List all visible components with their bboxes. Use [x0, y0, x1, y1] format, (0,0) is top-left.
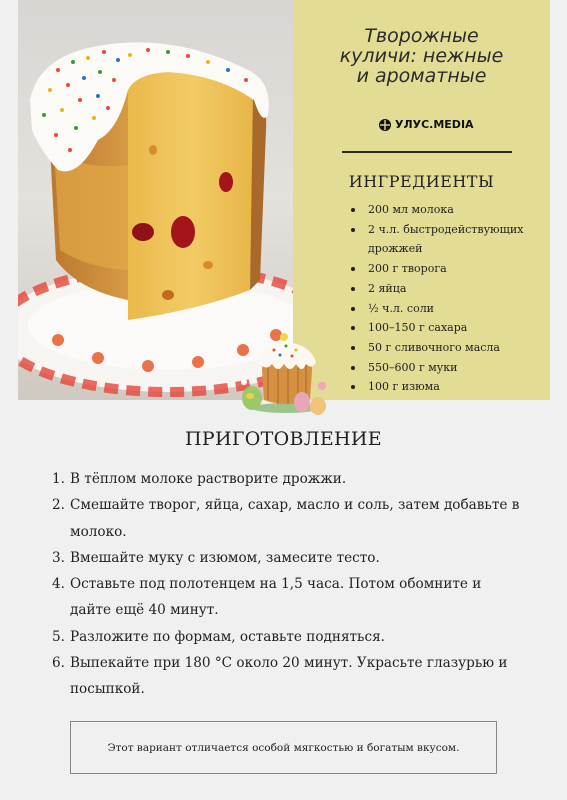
- step-item: [52, 466, 522, 492]
- ingredient-item: 100–150 г сахара: [347, 318, 547, 338]
- brand-logo: [379, 118, 474, 131]
- step-item: [52, 624, 522, 650]
- step-number: 4.: [52, 576, 65, 593]
- ingredient-item: 50 г сливочного масла: [347, 338, 547, 358]
- recipe-title-line: куличи: нежные: [339, 45, 504, 67]
- brand-mark-icon: [379, 119, 391, 131]
- step-text: Выпекайте при 180 °С около 20 минут. Украсьте глазурью и посыпкой.: [70, 655, 508, 698]
- ingredient-item: 2 ч.л. быстродействующих дрожжей: [347, 220, 547, 259]
- step-text: Смешайте творог, яйца, сахар, масло и соль, затем добавьте в молоко.: [70, 497, 520, 540]
- recipe-note: Этот вариант отличается особой мягкостью и богатым вкусом.: [70, 721, 497, 774]
- ingredient-item: 200 г творога: [347, 259, 547, 279]
- step-number: 2.: [52, 497, 65, 514]
- ingredient-item: 200 мл молока: [347, 200, 547, 220]
- recipe-title-line: и ароматные: [356, 65, 487, 87]
- step-number: 1.: [52, 471, 65, 487]
- step-text: Вмешайте муку с изюмом, замесите тесто.: [70, 549, 380, 566]
- recipe-title: [293, 26, 550, 86]
- step-number: 5.: [52, 628, 65, 645]
- ingredients-list: [347, 200, 547, 397]
- step-number: 3.: [52, 549, 65, 566]
- brand-name: УЛУС.MEDIA: [395, 118, 474, 131]
- kulich-decoration: [232, 330, 340, 416]
- step-number: 6.: [52, 655, 65, 672]
- ingredient-item: 550–600 г муки: [347, 358, 547, 378]
- preparation-steps: [52, 466, 522, 703]
- step-text: В тёплом молоке растворите дрожжи.: [70, 471, 347, 487]
- step-item: [52, 571, 522, 624]
- step-item: [52, 650, 522, 703]
- divider: [342, 151, 512, 153]
- step-item: [52, 492, 522, 545]
- recipe-title-line: Творожные: [364, 25, 479, 47]
- ingredients-title: ИНГРЕДИЕНТЫ: [348, 172, 495, 191]
- ingredient-item: 100 г изюма: [347, 377, 547, 397]
- step-text: Оставьте под полотенцем на 1,5 часа. Потом обомните и дайте ещё 40 минут.: [70, 576, 482, 619]
- step-item: [52, 545, 522, 571]
- preparation-title: ПРИГОТОВЛЕНИЕ: [185, 428, 382, 450]
- ingredient-item: 2 яйца: [347, 279, 547, 299]
- step-text: Разложите по формам, оставьте подняться.: [70, 628, 385, 645]
- ingredient-item: ½ ч.л. соли: [347, 299, 547, 319]
